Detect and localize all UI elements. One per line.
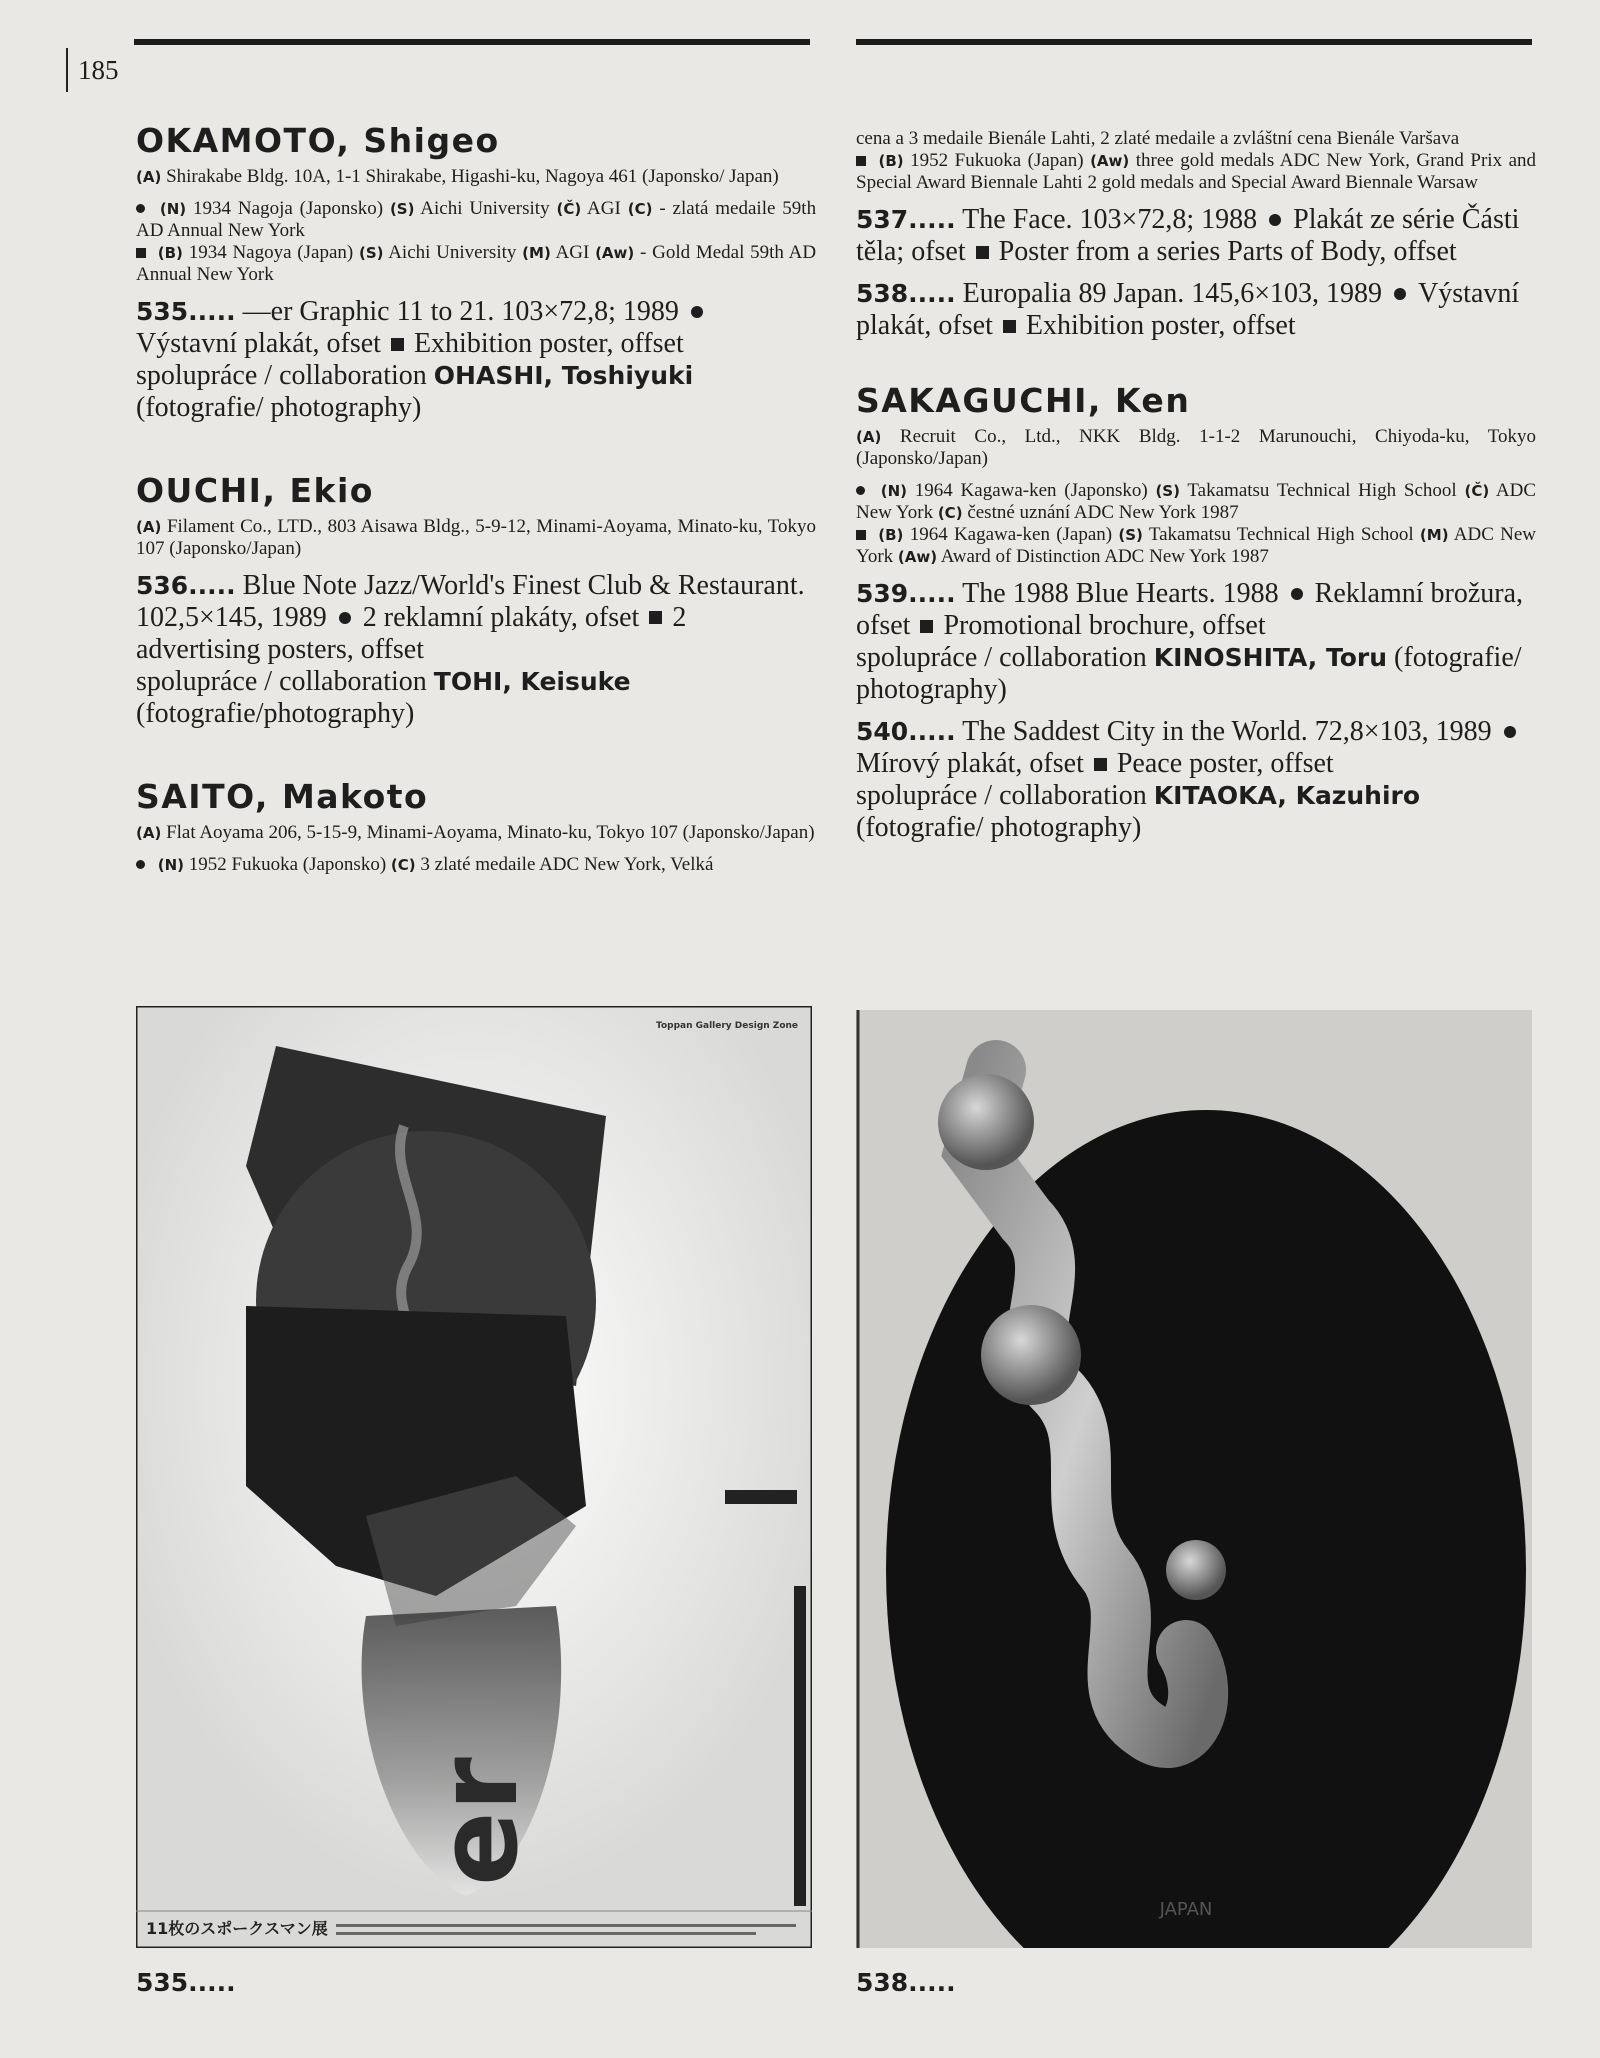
figure-caption-538: 538..... [856,1968,956,1997]
bullet-square [1094,758,1107,771]
bullet-square [391,338,404,351]
figure-caption-535: 535..... [136,1968,236,1997]
bullet-dot [339,612,351,624]
bullet-dot [136,860,145,869]
poster-535-image [136,1006,812,1948]
top-rule-right [856,39,1532,45]
bullet-dot [1269,214,1281,226]
artist-name-sakaguchi: SAKAGUCHI, Ken [856,381,1191,420]
bio-en-sakaguchi: (B) 1964 Kagawa-ken (Japan) (S) Takamatsu Technical High School (M) ADC New York (Aw) Award of Distinction ADC New York 1987 [856,523,1537,567]
poster-535-corner-text: Toppan Gallery Design Zone [656,1021,799,1031]
bio-cz-saito-continued: cena a 3 medaile Bienále Lahti, 2 zlaté medaile a zvláštní cena Bienále Varšava [856,128,1460,149]
top-rule-left [134,39,810,45]
poster-538-graphic [856,1010,1532,1948]
poster-535-letters: er [414,1757,542,1886]
bullet-square [649,611,662,624]
work-535: 535..... —er Graphic 11 to 21. 103×72,8; 1989Výstavní plakát, ofset Exhibition poster, offset spolupráce / collaboration OHASHI, Toshiyuki (fotografie/ photography) [136,296,816,424]
bullet-square [920,620,933,633]
page-number: 185 [66,48,119,92]
bullet-dot [691,306,703,318]
poster-535-bottom-text: 11枚のスポークスマン展 [146,1919,328,1938]
work-537: 537..... The Face. 103×72,8; 1988 Plakát ze série Části těla; ofset Poster from a series Parts of Body, offset [856,204,1520,267]
poster-538-image [856,1010,1532,1948]
bullet-square [856,156,866,166]
artist-name-saito: SAITO, Makoto [136,776,429,816]
address-saito: (A) Flat Aoyama 206, 5-15-9, Minami-Aoyama, Minato-ku, Tokyo 107 (Japonsko/Japan) [136,821,815,843]
bio-cz-sakaguchi: (N) 1964 Kagawa-ken (Japonsko) (S) Takamatsu Technical High School (Č) ADC New York (C) čestné uznání ADC New York 1987 [856,479,1537,523]
bullet-dot [1291,588,1303,600]
poster-535-graphic [136,1006,812,1948]
bio-en-okamoto: (B) 1934 Nagoya (Japan) (S) Aichi University (M) AGI (Aw) - Gold Medal 59th AD Annual New York [136,241,817,285]
address-sakaguchi: (A) Recruit Co., Ltd., NKK Bldg. 1-1-2 Marunouchi, Chiyoda-ku, Tokyo (Japonsko/Japan) [856,425,1537,469]
artist-name-ouchi: OUCHI, Ekio [136,470,374,510]
address-ouchi: (A) Filament Co., LTD., 803 Aisawa Bldg., 5-9-12, Minami-Aoyama, Minato-ku, Tokyo 107 (Japonsko/Japan) [136,515,816,559]
work-538: 538..... Europalia 89 Japan. 145,6×103, 1989 Výstavní plakát, ofset Exhibition poster, offset [856,278,1520,341]
work-540: 540..... The Saddest City in the World. 72,8×103, 1989Mírový plakát, ofset Peace poster, offset spolupráce / collaboration KITAOKA, Kazuhiro (fotografie/ photography) [856,716,1536,844]
bullet-dot [1504,726,1516,738]
bullet-dot [856,486,865,495]
bullet-square [1003,320,1016,333]
bullet-dot [1394,288,1406,300]
bio-cz-saito: (N) 1952 Fukuoka (Japonsko) (C) 3 zlaté medaile ADC New York, Velká [136,854,816,876]
bio-cz-okamoto: (N) 1934 Nagoja (Japonsko) (S) Aichi University (Č) AGI (C) - zlatá medaile 59th AD Annual New York [136,197,817,241]
work-539: 539..... The 1988 Blue Hearts. 1988 Reklamní brožura, ofset Promotional brochure, offset spolupráce / collaboration KINOSHITA, Toru (fotografie/ photography) [856,577,1524,705]
artist-name-okamoto: OKAMOTO, Shigeo [136,121,500,160]
right-column [856,128,1536,854]
bullet-dot [136,204,145,213]
address-okamoto: (A) Shirakabe Bldg. 10A, 1-1 Shirakabe, Higashi-ku, Nagoya 461 (Japonsko/ Japan) [136,165,779,187]
bullet-square [856,530,866,540]
bullet-square [136,248,146,258]
work-536: 536..... Blue Note Jazz/World's Finest Club & Restaurant. 102,5×145, 1989 2 reklamní plakáty, ofset 2 advertising posters, offset spolupráce / collaboration TOHI, Keisuke (fotografie/photography) [136,569,805,729]
bio-en-saito: (B) 1952 Fukuoka (Japan) (Aw) three gold medals ADC New York, Grand Prix and Special Award Biennale Lahti 2 gold medals and Special Award Biennale Warsaw [856,150,1537,193]
poster-538-japan-text: JAPAN [1159,1899,1213,1920]
bullet-square [976,246,989,259]
left-column [136,122,816,886]
